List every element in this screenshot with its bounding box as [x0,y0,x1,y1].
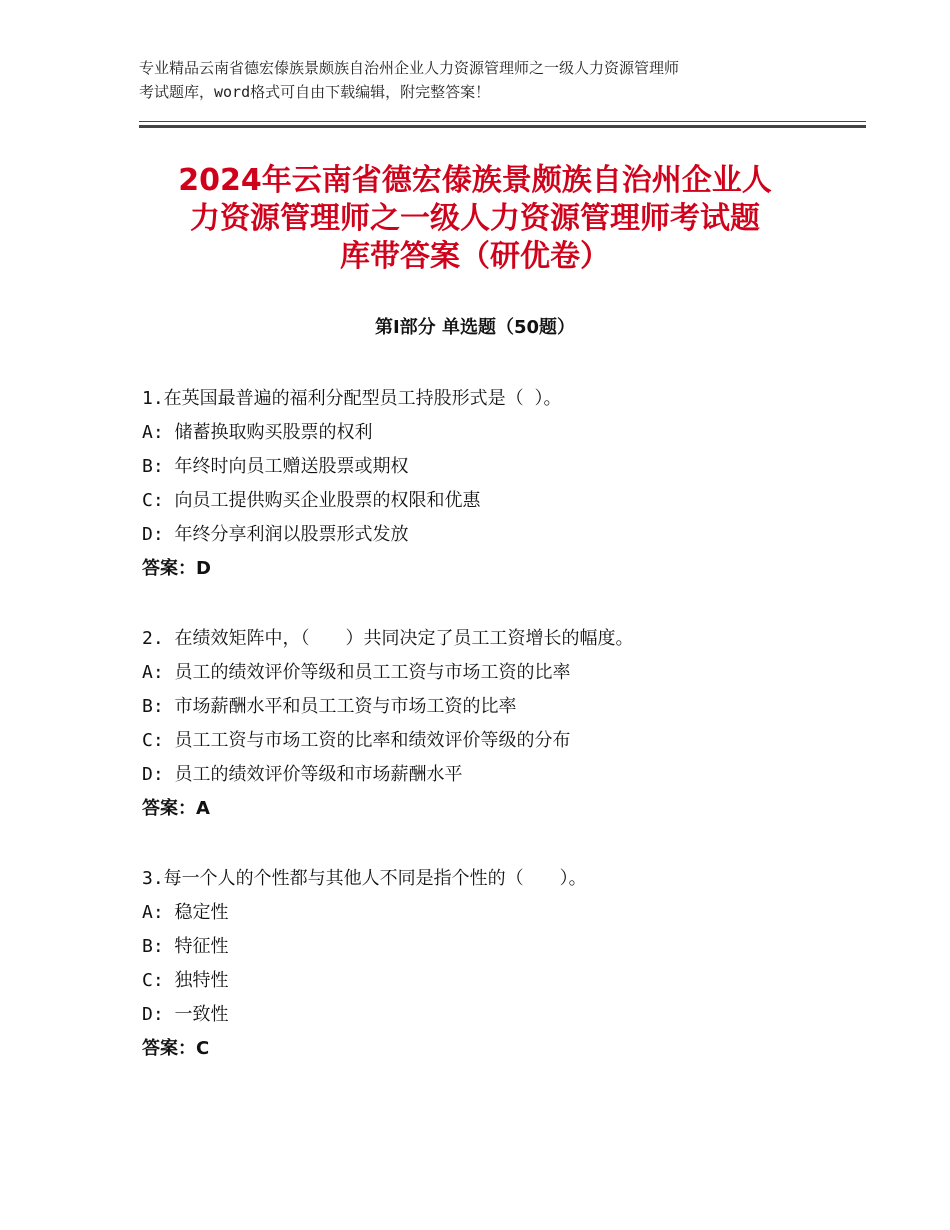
option-c: C: 独特性 [142,970,229,991]
document-title [120,162,830,276]
question-2 [142,622,862,826]
header-note [139,56,829,104]
question-stem: 3.每一个人的个性都与其他人不同是指个性的（ ）。 [142,868,587,889]
option-d: D: 年终分享利润以股票形式发放 [142,524,409,545]
question-list [142,382,862,1102]
option-b: B: 市场薪酬水平和员工工资与市场工资的比率 [142,696,517,717]
option-d: D: 员工的绩效评价等级和市场薪酬水平 [142,764,463,785]
question-1 [142,382,862,586]
title-line-3: 库带答案（研优卷） [340,239,610,274]
header-note-line-1: 专业精品云南省德宏傣族景颇族自治州企业人力资源管理师之一级人力资源管理师 [139,59,680,77]
answer: 答案：A [142,798,210,819]
question-stem: 2. 在绩效矩阵中，（ ）共同决定了员工工资增长的幅度。 [142,628,634,649]
header-divider-thin [139,121,866,122]
option-a: A: 储蓄换取购买股票的权利 [142,422,373,443]
question-3 [142,862,862,1066]
option-b: B: 特征性 [142,936,229,957]
option-a: A: 员工的绩效评价等级和员工工资与市场工资的比率 [142,662,571,683]
title-line-2: 力资源管理师之一级人力资源管理师考试题 [190,201,760,236]
header-divider-thick [139,125,866,128]
header-note-line-2: 考试题库，word格式可自由下载编辑，附完整答案！ [139,83,491,101]
option-c: C: 向员工提供购买企业股票的权限和优惠 [142,490,481,511]
answer: 答案：C [142,1038,210,1059]
option-b: B: 年终时向员工赠送股票或期权 [142,456,409,477]
section-heading: 第Ⅰ部分 单选题（50题） [374,317,575,338]
option-d: D: 一致性 [142,1004,229,1025]
answer: 答案：D [142,558,211,579]
option-a: A: 稳定性 [142,902,229,923]
question-stem: 1.在英国最普遍的福利分配型员工持股形式是（ ）。 [142,388,562,409]
option-c: C: 员工工资与市场工资的比率和绩效评价等级的分布 [142,730,571,751]
title-line-1: 2024年云南省德宏傣族景颇族自治州企业人 [178,163,772,198]
